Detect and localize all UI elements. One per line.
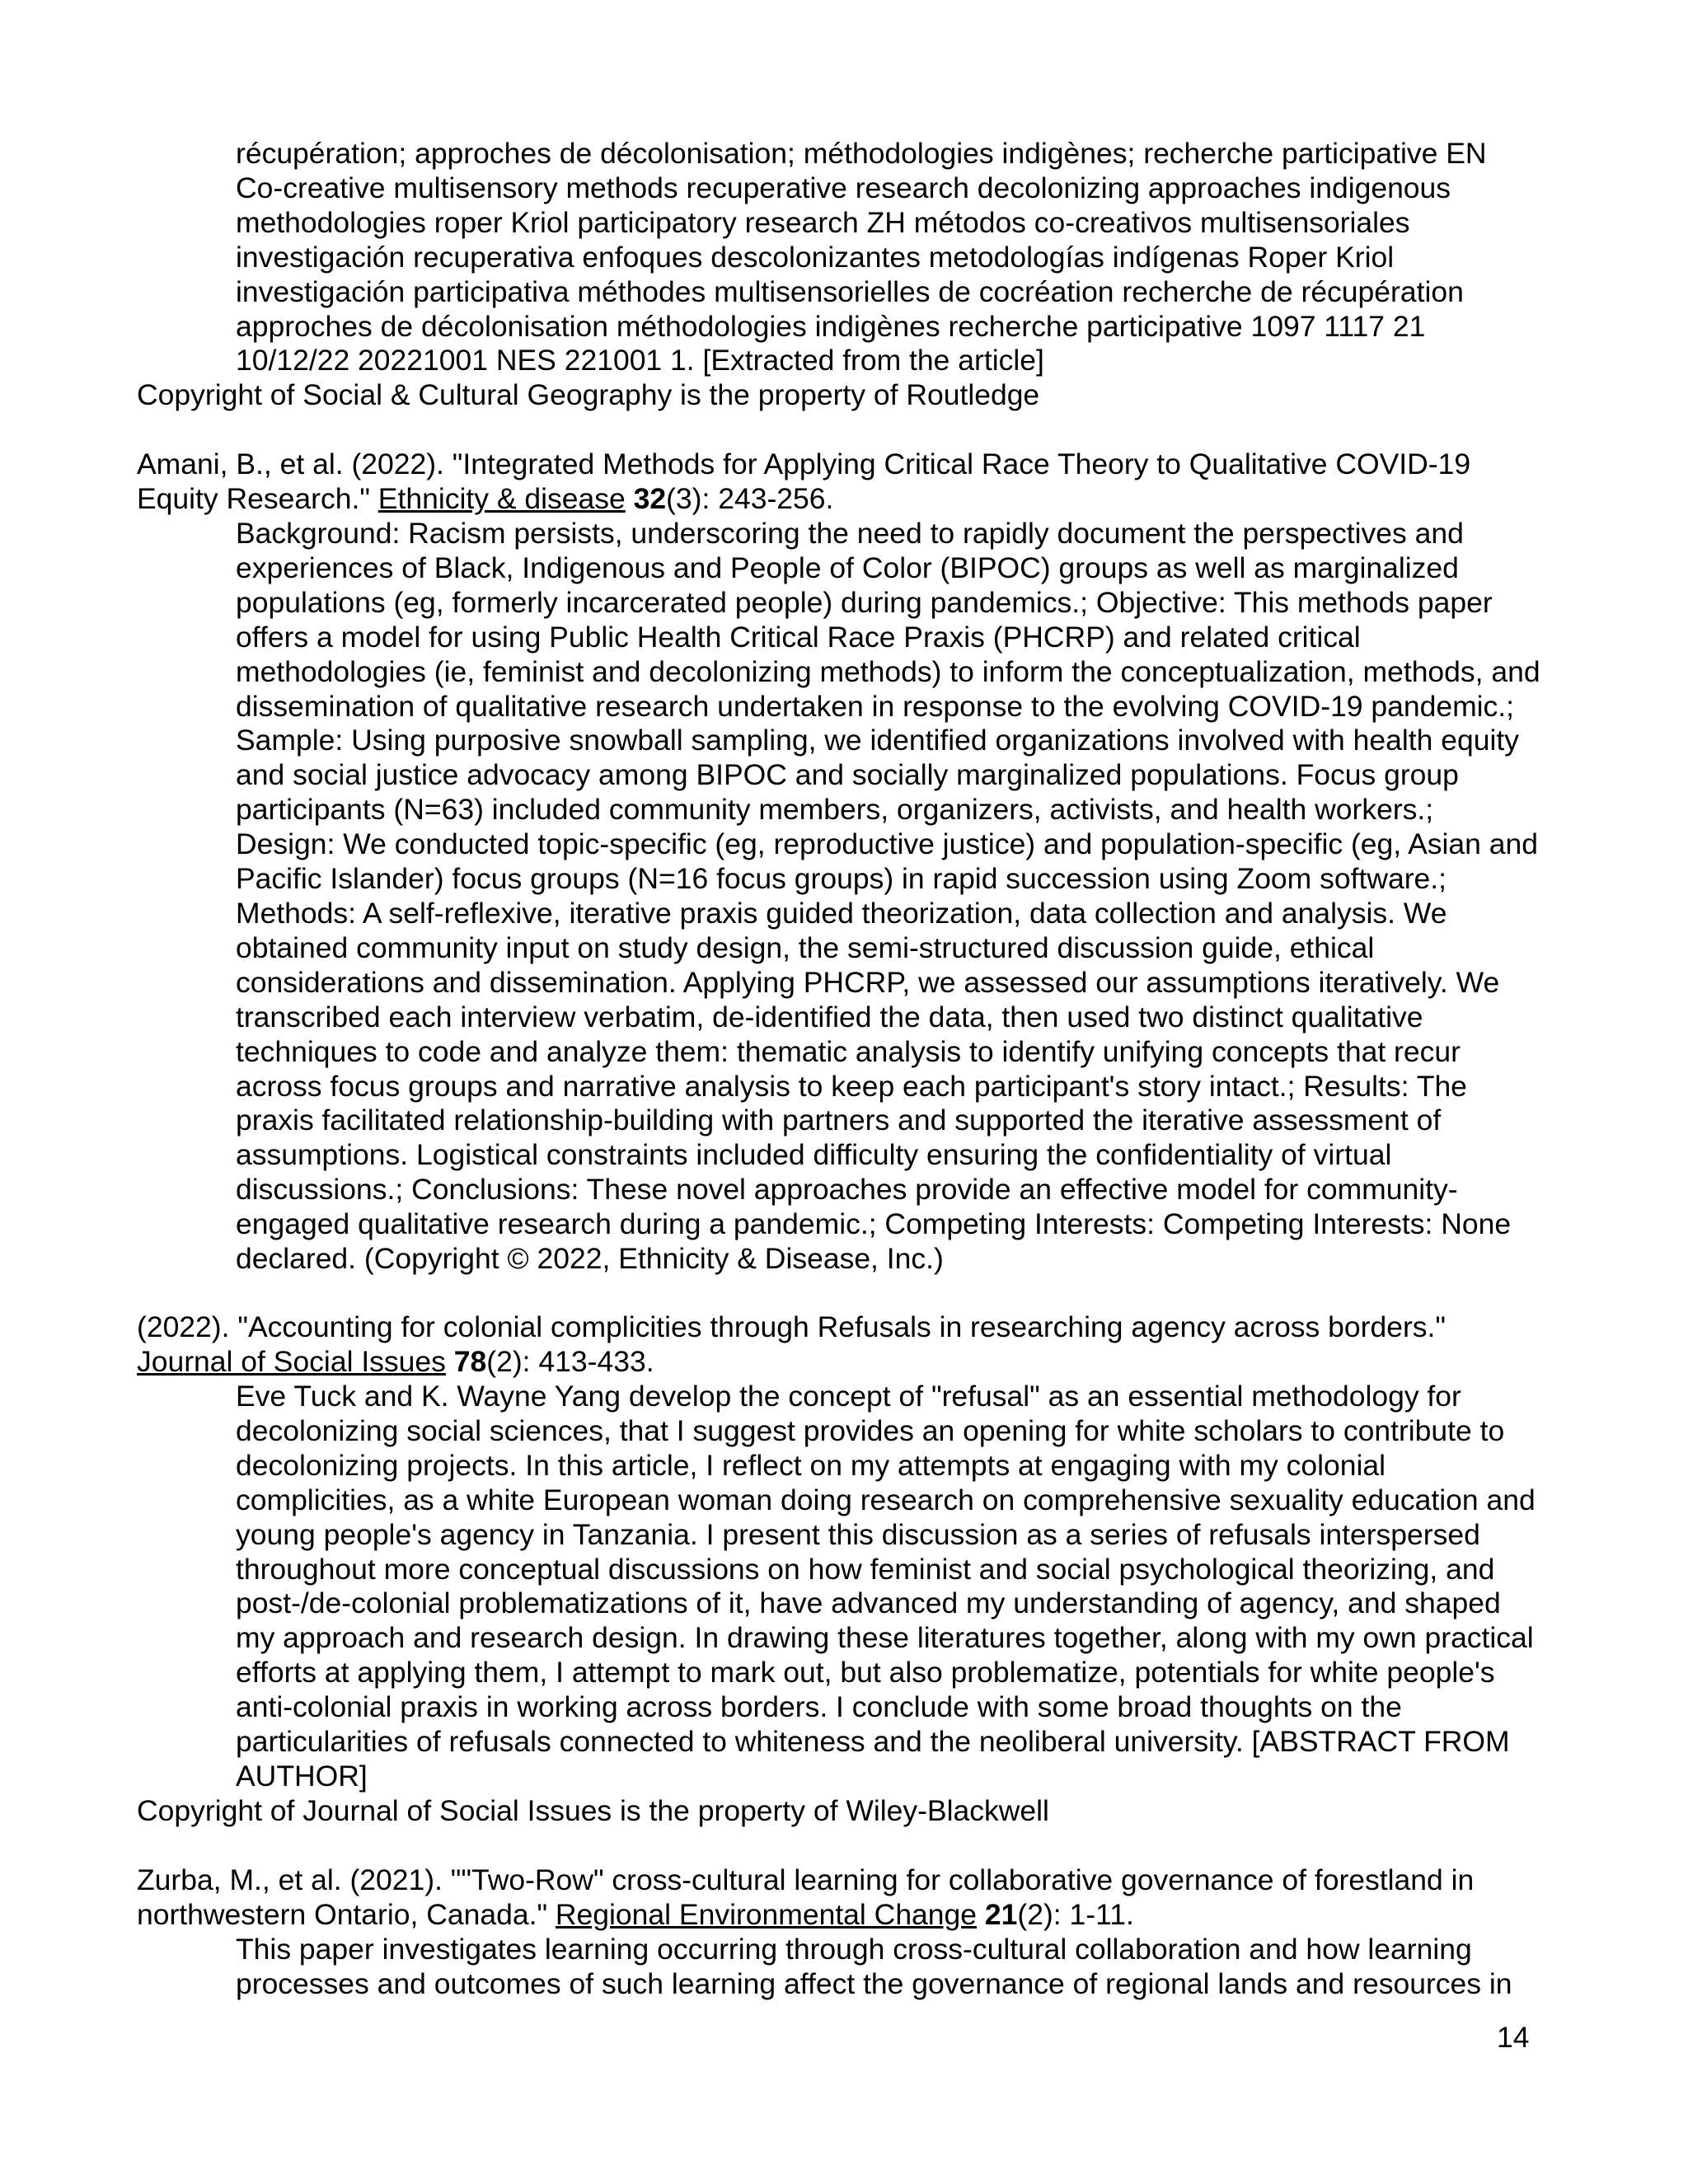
- citation-line: (2022). "Accounting for colonial complicities through Refusals in researching agency across borders.": [137, 1310, 1447, 1343]
- abstract-line: young people's agency in Tanzania. I present this discussion as a series of refusals interspersed: [236, 1517, 1480, 1551]
- journal-title: Ethnicity & disease: [377, 481, 626, 515]
- reference-citation: [137, 448, 1587, 517]
- abstract-line: Methods: A self-reflexive, iterative praxis guided theorization, data collection and analysis. We: [236, 896, 1447, 930]
- continued-abstract: [236, 137, 1587, 378]
- abstract-line: populations (eg, formerly incarcerated people) during pandemics.; Objective: This methods paper: [236, 585, 1493, 619]
- abstract-line: récupération; approches de décolonisation; méthodologies indigènes; recherche participative EN: [236, 137, 1487, 170]
- abstract-line: declared. (Copyright © 2022, Ethnicity & Disease, Inc.): [236, 1242, 944, 1276]
- abstract-line: participants (N=63) included community members, organizers, activists, and health workers.;: [236, 793, 1434, 827]
- abstract-line: dissemination of qualitative research undertaken in response to the evolving COVID-19 pandemic.;: [236, 689, 1515, 723]
- abstract-line: Design: We conducted topic-specific (eg, reproductive justice) and population-specific (eg, Asian and: [236, 827, 1538, 861]
- abstract-line: Co-creative multisensory methods recuperative research decolonizing approaches indigenous: [236, 171, 1451, 204]
- abstract-line: throughout more conceptual discussions on how feminist and social psychological theorizing, and: [236, 1552, 1495, 1586]
- abstract-line: Background: Racism persists, underscoring the need to rapidly document the perspectives and: [236, 517, 1464, 550]
- citation-line: Journal of Social Issues 78(2): 413-433.: [137, 1344, 654, 1378]
- copyright-notice: Copyright of Social & Cultural Geography is the property of Routledge: [137, 378, 1040, 411]
- abstract-line: methodologies roper Kriol participatory research ZH métodos co-creativos multisensoriales: [236, 205, 1410, 239]
- abstract-line: techniques to code and analyze them: thematic analysis to identify unifying concepts that recur: [236, 1034, 1461, 1068]
- abstract-line: anti-colonial praxis in working across borders. I conclude with some broad thoughts on the: [236, 1690, 1402, 1724]
- abstract-line: investigación participativa méthodes multisensorielles de cocréation recherche de récupération: [236, 274, 1464, 308]
- abstract-line: obtained community input on study design, the semi-structured discussion guide, ethical: [236, 930, 1375, 964]
- citation-line: Zurba, M., et al. (2021). ""Two-Row" cross-cultural learning for collaborative governance of forestland in: [137, 1863, 1475, 1896]
- abstract-line: and social justice advocacy among BIPOC and socially marginalized populations. Focus group: [236, 758, 1459, 792]
- abstract-line: efforts at applying them, I attempt to mark out, but also problematize, potentials for white people's: [236, 1656, 1495, 1690]
- abstract-line: processes and outcomes of such learning affect the governance of regional lands and resources in: [236, 1966, 1512, 2000]
- abstract-line: methodologies (ie, feminist and decolonizing methods) to inform the conceptualization, methods, and: [236, 654, 1540, 688]
- volume-number: 32: [633, 481, 667, 515]
- abstract-line: Pacific Islander) focus groups (N=16 focus groups) in rapid succession using Zoom software.;: [236, 862, 1447, 896]
- journal-title: Regional Environmental Change: [555, 1897, 978, 1931]
- abstract-line: praxis facilitated relationship-building with partners and supported the iterative assessment of: [236, 1104, 1442, 1137]
- reference-abstract: [236, 1933, 1587, 2002]
- abstract-line: approches de décolonisation méthodologies indigènes recherche participative 1097 1117 21: [236, 309, 1426, 343]
- abstract-line: offers a model for using Public Health Critical Race Praxis (PHCRP) and related critical: [236, 620, 1361, 654]
- abstract-line: This paper investigates learning occurring through cross-cultural collaboration and how learning: [236, 1933, 1472, 1966]
- abstract-line: 10/12/22 20221001 NES 221001 1. [Extracted from the article]: [236, 344, 1044, 377]
- reference-abstract: [236, 517, 1587, 1277]
- abstract-line: engaged qualitative research during a pandemic.; Competing Interests: Competing Interests: None: [236, 1207, 1512, 1241]
- abstract-line: decolonizing projects. In this article, I reflect on my attempts at engaging with my colonial: [236, 1448, 1386, 1482]
- abstract-line: complicities, as a white European woman doing research on comprehensive sexuality education and: [236, 1483, 1536, 1516]
- abstract-line: AUTHOR]: [236, 1759, 368, 1793]
- abstract-line: across focus groups and narrative analysis to keep each participant's story intact.; Results: The: [236, 1069, 1467, 1103]
- page-number: 14: [1497, 2021, 1530, 2054]
- abstract-line: decolonizing social sciences, that I suggest provides an opening for white scholars to contribute to: [236, 1413, 1505, 1447]
- abstract-line: particularities of refusals connected to whiteness and the neoliberal university. [ABSTRACT FROM: [236, 1725, 1510, 1759]
- citation-line: Amani, B., et al. (2022). "Integrated Methods for Applying Critical Race Theory to Qualitative COVID-19: [137, 448, 1471, 480]
- abstract-line: considerations and dissemination. Applying PHCRP, we assessed our assumptions iteratively. We: [236, 965, 1500, 999]
- reference-abstract: [236, 1380, 1587, 1794]
- copyright-notice: Copyright of Journal of Social Issues is the property of Wiley-Blackwell: [137, 1794, 1049, 1827]
- abstract-line: post-/de-colonial problematizations of it, have advanced my understanding of agency, and shaped: [236, 1586, 1501, 1620]
- abstract-line: my approach and research design. In drawing these literatures together, along with my own practical: [236, 1621, 1534, 1655]
- citation-line: northwestern Ontario, Canada." Regional Environmental Change 21(2): 1-11.: [137, 1897, 1134, 1931]
- abstract-line: discussions.; Conclusions: These novel approaches provide an effective model for community-: [236, 1173, 1458, 1207]
- citation-line: Equity Research." Ethnicity & disease 32(3): 243-256.: [137, 481, 834, 515]
- volume-number: 21: [984, 1897, 1018, 1931]
- abstract-line: assumptions. Logistical constraints included difficulty ensuring the confidentiality of virtual: [236, 1138, 1392, 1172]
- abstract-line: transcribed each interview verbatim, de-identified the data, then used two distinct qualitative: [236, 1000, 1423, 1033]
- abstract-line: investigación recuperativa enfoques descolonizantes metodologías indígenas Roper Kriol: [236, 240, 1395, 274]
- reference-citation: [137, 1310, 1587, 1380]
- volume-number: 78: [453, 1344, 487, 1378]
- journal-title: Journal of Social Issues: [137, 1344, 446, 1378]
- abstract-line: Eve Tuck and K. Wayne Yang develop the concept of "refusal" as an essential methodology for: [236, 1380, 1461, 1413]
- reference-citation: [137, 1863, 1587, 1933]
- abstract-line: experiences of Black, Indigenous and People of Color (BIPOC) groups as well as marginalized: [236, 551, 1459, 584]
- abstract-line: Sample: Using purposive snowball sampling, we identified organizations involved with health equity: [236, 724, 1519, 757]
